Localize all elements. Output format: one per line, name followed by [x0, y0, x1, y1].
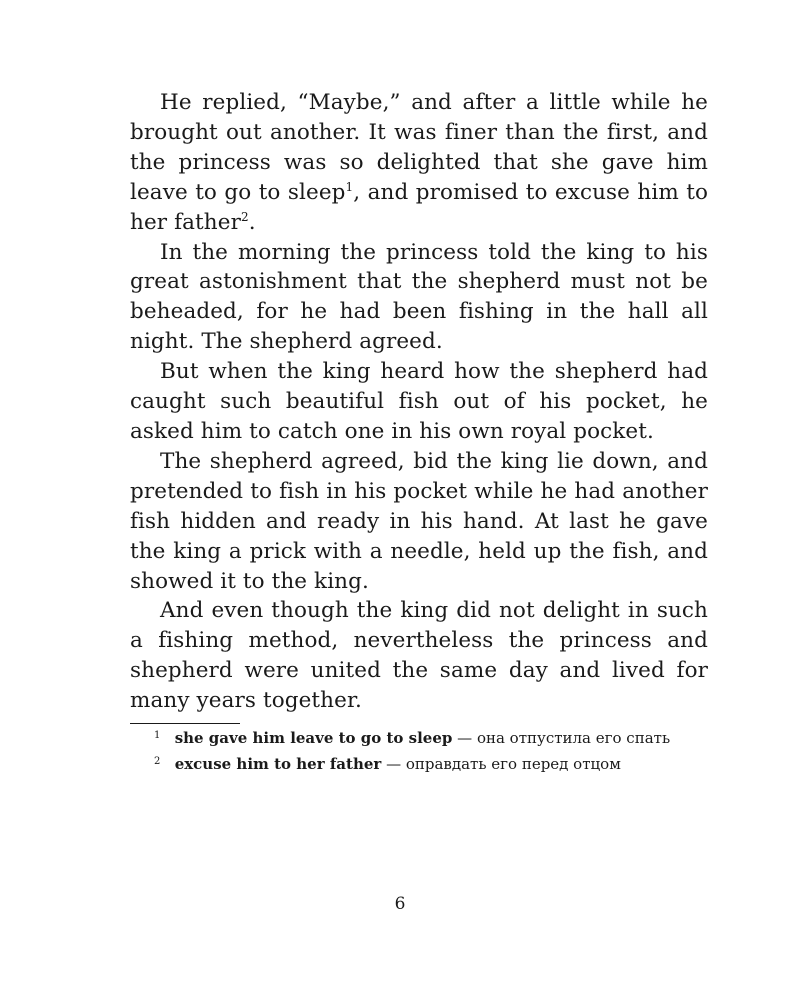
footnote-ref-2: 2 [240, 209, 249, 224]
paragraph-4-text: The shepherd agreed, bid the king lie down, and pretended to fish in his pocket while he had another fish hidden and ready in his hand. At last he gave the king a prick with a needle, held up the fish, and showed it to the king. [130, 448, 708, 594]
footnote-1 [130, 728, 708, 749]
paragraph-1-text-c: . [248, 209, 256, 235]
footnote-1-translation: — она отпустила его спать [457, 729, 671, 748]
footnote-2-translation: — оправдать его перед отцом [386, 755, 621, 774]
footnote-2-phrase: excuse him to her father [174, 755, 382, 774]
paragraph-3-text: But when the king heard how the shepherd had caught such beautiful fish out of his pocket, he asked him to catch one in his own royal pocket. [130, 359, 708, 444]
paragraph-1 [130, 88, 708, 238]
footnote-2 [130, 754, 708, 775]
paragraph-5 [130, 596, 708, 716]
footnote-1-mark: 1 [154, 730, 161, 742]
paragraph-1-text-b: , and promised to excuse him to her father [130, 179, 708, 235]
footnote-1-phrase: she gave him leave to go to sleep [174, 729, 453, 748]
page-number: 6 [394, 894, 406, 914]
footnote-ref-1: 1 [345, 179, 354, 194]
paragraph-4 [130, 447, 708, 597]
paragraph-2-text: In the morning the princess told the king to his great astonishment that the shepherd must not be beheaded, for he had been fishing in the hall all night. The shepherd agreed. [130, 239, 708, 355]
paragraph-2 [130, 238, 708, 358]
page-body [130, 88, 708, 775]
paragraph-5-text: And even though the king did not delight in such a fishing method, nevertheless the princess and shepherd were united the same day and lived for many years together. [130, 598, 708, 714]
paragraph-3 [130, 357, 708, 447]
footnote-divider [130, 723, 240, 724]
paragraph-1-text-a: He replied, “Maybe,” and after a little while he brought out another. It was finer than the first, and the princess was so delighted that she gave him leave to go to sleep [130, 90, 708, 205]
footnote-2-mark: 2 [154, 756, 161, 768]
